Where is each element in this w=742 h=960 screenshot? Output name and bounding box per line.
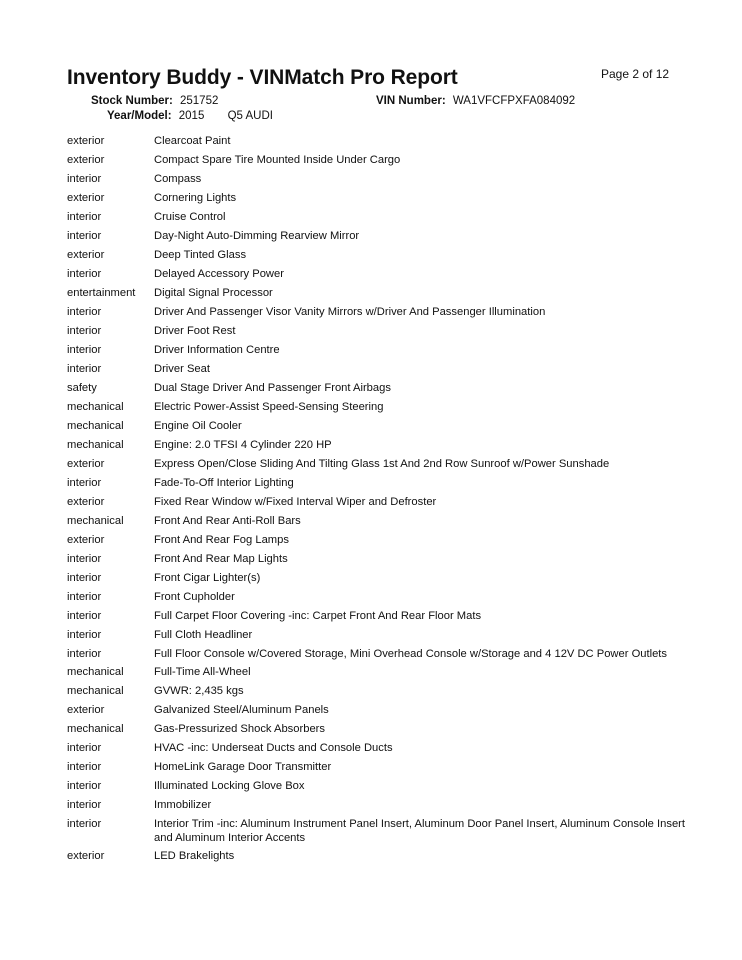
list-item	[67, 571, 687, 585]
list-item	[67, 476, 687, 490]
item-category: mechanical	[67, 401, 124, 413]
list-item	[67, 438, 687, 452]
list-item	[67, 552, 687, 566]
list-item	[67, 590, 687, 604]
model-value: Q5 AUDI	[227, 110, 273, 122]
list-item	[67, 267, 687, 281]
item-category: mechanical	[67, 685, 124, 697]
year-model-row	[107, 110, 273, 122]
item-category: interior	[67, 477, 102, 489]
item-description: Front And Rear Map Lights	[154, 553, 288, 565]
item-category: exterior	[67, 704, 105, 716]
list-item	[67, 647, 687, 661]
item-description: Engine Oil Cooler	[154, 420, 242, 432]
item-category: exterior	[67, 534, 105, 546]
item-category: mechanical	[67, 420, 124, 432]
item-description: Compass	[154, 173, 202, 185]
list-item	[67, 609, 687, 623]
item-description: Interior Trim -inc: Aluminum Instrument Panel Insert, Aluminum Door Panel Insert, Aluminum Console Insert and Aluminum Interior Accents	[154, 818, 685, 844]
item-description: Front Cigar Lighter(s)	[154, 572, 261, 584]
list-item	[67, 210, 687, 224]
item-description: GVWR: 2,435 kgs	[154, 685, 244, 697]
item-description: HVAC -inc: Underseat Ducts and Console Ducts	[154, 742, 393, 754]
list-item	[67, 324, 687, 338]
list-item	[67, 191, 687, 205]
stock-number-label: Stock Number:	[91, 95, 173, 107]
item-description: Front Cupholder	[154, 591, 235, 603]
list-item	[67, 533, 687, 547]
item-description: Express Open/Close Sliding And Tilting Glass 1st And 2nd Row Sunroof w/Power Sunshade	[154, 458, 610, 470]
item-description: Fixed Rear Window w/Fixed Interval Wiper and Defroster	[154, 496, 437, 508]
list-item	[67, 362, 687, 376]
item-description: Clearcoat Paint	[154, 135, 231, 147]
item-category: interior	[67, 780, 102, 792]
item-description: Dual Stage Driver And Passenger Front Airbags	[154, 382, 391, 394]
item-description: Day-Night Auto-Dimming Rearview Mirror	[154, 230, 360, 242]
item-description: Driver And Passenger Visor Vanity Mirrors w/Driver And Passenger Illumination	[154, 306, 546, 318]
list-item	[67, 343, 687, 357]
item-description: Electric Power-Assist Speed-Sensing Steering	[154, 401, 384, 413]
item-description: Delayed Accessory Power	[154, 268, 284, 280]
item-category: interior	[67, 553, 102, 565]
item-description: Digital Signal Processor	[154, 287, 273, 299]
item-category: exterior	[67, 850, 105, 862]
item-category: interior	[67, 648, 102, 660]
item-category: interior	[67, 572, 102, 584]
item-category: entertainment	[67, 287, 136, 299]
vin-number-label: VIN Number:	[376, 95, 446, 107]
list-item	[67, 741, 687, 755]
vin-number-value: WA1VFCFPXFA084092	[452, 95, 576, 107]
list-item	[67, 134, 687, 148]
item-category: exterior	[67, 496, 105, 508]
list-item	[67, 495, 687, 509]
item-category: interior	[67, 818, 102, 830]
list-item	[67, 457, 687, 471]
list-item	[67, 400, 687, 414]
item-category: mechanical	[67, 723, 124, 735]
list-item	[67, 760, 687, 774]
item-description: Galvanized Steel/Aluminum Panels	[154, 704, 329, 716]
item-category: exterior	[67, 192, 105, 204]
item-category: exterior	[67, 135, 105, 147]
item-category: interior	[67, 306, 102, 318]
item-description: Illuminated Locking Glove Box	[154, 780, 305, 792]
item-description: Full Carpet Floor Covering -inc: Carpet Front And Rear Floor Mats	[154, 610, 482, 622]
list-item	[67, 172, 687, 186]
item-description: Deep Tinted Glass	[154, 249, 247, 261]
list-item	[67, 849, 687, 863]
list-item	[67, 779, 687, 793]
item-category: exterior	[67, 154, 105, 166]
item-category: mechanical	[67, 439, 124, 451]
list-item	[67, 798, 687, 812]
item-category: interior	[67, 363, 102, 375]
item-category: interior	[67, 211, 102, 223]
list-item	[67, 248, 687, 262]
item-description: Cruise Control	[154, 211, 226, 223]
list-item	[67, 305, 687, 319]
list-item	[67, 419, 687, 433]
vin-number-row	[376, 95, 575, 107]
item-category: interior	[67, 325, 102, 337]
item-description: Full-Time All-Wheel	[154, 666, 251, 678]
list-item	[67, 153, 687, 167]
list-item	[67, 817, 687, 845]
list-item	[67, 665, 687, 679]
list-item	[67, 514, 687, 528]
item-category: mechanical	[67, 666, 124, 678]
item-description: Engine: 2.0 TFSI 4 Cylinder 220 HP	[154, 439, 332, 451]
item-category: interior	[67, 610, 102, 622]
item-category: interior	[67, 591, 102, 603]
item-description: Full Cloth Headliner	[154, 629, 253, 641]
list-item	[67, 703, 687, 717]
item-category: interior	[67, 799, 102, 811]
list-item	[67, 229, 687, 243]
item-description: Driver Seat	[154, 363, 210, 375]
item-category: interior	[67, 344, 102, 356]
list-item	[67, 381, 687, 395]
item-category: mechanical	[67, 515, 124, 527]
stock-number-row	[91, 95, 218, 107]
item-category: exterior	[67, 458, 105, 470]
item-description: Driver Information Centre	[154, 344, 280, 356]
item-description: HomeLink Garage Door Transmitter	[154, 761, 332, 773]
item-description: Cornering Lights	[154, 192, 237, 204]
year-model-label: Year/Model:	[107, 110, 172, 122]
item-category: exterior	[67, 249, 105, 261]
item-description: Immobilizer	[154, 799, 212, 811]
item-category: interior	[67, 629, 102, 641]
item-description: Front And Rear Fog Lamps	[154, 534, 289, 546]
report-title: Inventory Buddy - VINMatch Pro Report	[67, 66, 458, 89]
page-number: Page 2 of 12	[601, 67, 670, 81]
item-description: Full Floor Console w/Covered Storage, Mini Overhead Console w/Storage and 4 12V DC Power Outlets	[154, 648, 668, 660]
item-category: interior	[67, 742, 102, 754]
item-description: Compact Spare Tire Mounted Inside Under Cargo	[154, 154, 401, 166]
item-description: Driver Foot Rest	[154, 325, 236, 337]
item-category: safety	[67, 382, 97, 394]
item-category: interior	[67, 173, 102, 185]
stock-number-value: 251752	[180, 95, 219, 107]
year-value: 2015	[178, 110, 205, 122]
list-item	[67, 684, 687, 698]
item-description: LED Brakelights	[154, 850, 235, 862]
item-category: interior	[67, 268, 102, 280]
item-description: Front And Rear Anti-Roll Bars	[154, 515, 301, 527]
item-category: interior	[67, 230, 102, 242]
item-description: Gas-Pressurized Shock Absorbers	[154, 723, 325, 735]
feature-list	[67, 134, 687, 868]
list-item	[67, 628, 687, 642]
list-item	[67, 286, 687, 300]
item-description: Fade-To-Off Interior Lighting	[154, 477, 294, 489]
list-item	[67, 722, 687, 736]
item-category: interior	[67, 761, 102, 773]
